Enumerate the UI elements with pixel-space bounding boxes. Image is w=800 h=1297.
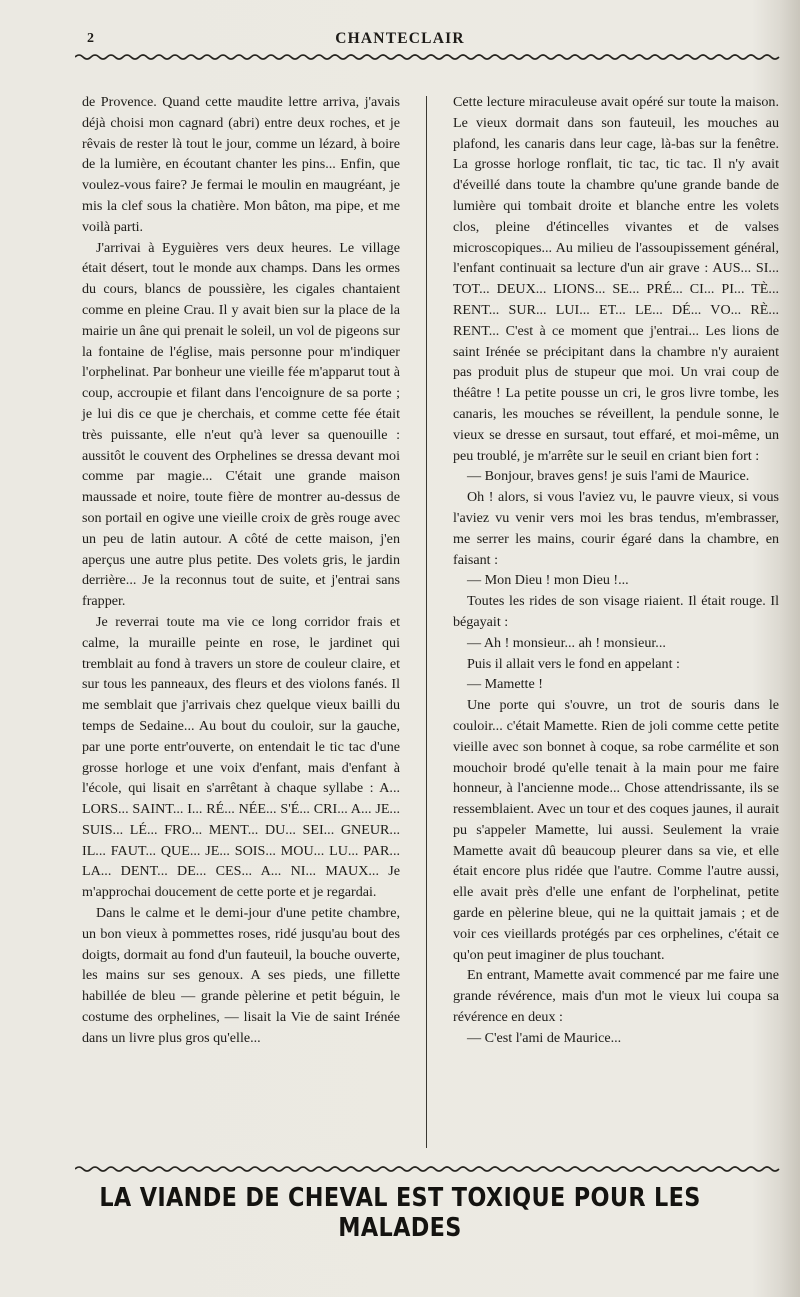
column-divider (426, 96, 427, 1148)
page-number: 2 (87, 31, 94, 46)
left-paragraph-1: de Provence. Quand cette maudite lettre arriva, j'avais déjà choisi mon cagnard (abri) entre deux roches, et je rêvais de rester là tout le jour, comme un lézard, à boire de la lumière, en écoutant chanter les pins... Enfin, que voulez-vous faire? Je fermai le moulin en maugréant, je mis la clef sous la chatière. Mon bâton, ma pipe, et me voilà parti. (82, 94, 400, 235)
right-column (453, 92, 779, 1049)
right-paragraph-1: Cette lecture miraculeuse avait opéré sur toute la maison. Le vieux dormait dans son fauteuil, les mouches au plafond, les canaris dans leur cage, là-bas sur la fenêtre. La grosse horloge ronflait, tic tac, tic tac. Il n'y avait d'éveillé dans toute la chambre qu'une grande bande de lumière qui tombait droite et blanche entre les volets clos, pleine d'étincelles vivantes et de valses microscopiques... Au milieu de l'assoupissement général, l'enfant continuait sa lecture d'un air grave : AUS... SI... TOT... DEUX... LIONS... SE... PRÉ... CI... PI... TÈ... RENT... SUR... LUI... ET... LE... DÉ... VO... RÈ... RENT... C'est à ce moment que j'entrai... Les lions de saint Irénée se précipitant dans la chambre n'y auraient pas produit plus de stupeur que moi. Un vrai coup de théâtre ! La petite pousse un cri, le gros livre tombe, les canaris, les mouches se réveillent, la pendule sonne, le vieux se dresse en sursaut, tout effaré, et moi-même, un peu troublé, je m'arrête sur le seuil en criant bien fort : (453, 94, 779, 464)
right-paragraph-9: Une porte qui s'ouvre, un trot de souris dans le couloir... c'était Mamette. Rien de joli comme cette petite vieille avec son bonnet à coque, sa robe carmélite et son mouchoir brodé qu'elle tenait à la main pour me faire honneur, à l'ancienne mode... Chose attendrissante, ils se ressemblaient. Avec un tour et des coques jaunes, il aurait pu s'appeler Mamette, lui aussi. Seulement la vraie Mamette avait dû beaucoup pleurer dans sa vie, et elle était encore plus ridée que l'autre. Comme l'autre aussi, elle avait près d'elle une enfant de l'orphelinat, petite garde en pèlerine bleue, qui ne la quittait jamais ; et de voir ces vieillards protégés par ces orphelines, c'était ce qu'on peut imaginer de plus touchant. (453, 697, 779, 963)
left-paragraph-4: Dans le calme et le demi-jour d'une petite chambre, un bon vieux à pommettes roses, ridé jusqu'au bout des doigts, dormait au fond d'un fauteuil, la bouche ouverte, les mains sur ses genoux. A ses pieds, une fillette habillée de bleu — grande pèlerine et petit béguin, le costume des orphelines, — lisait la Vie de saint Irénée dans un livre plus gros qu'elle... (82, 905, 400, 1046)
left-paragraph-2: J'arrivai à Eyguières vers deux heures. Le village était désert, tout le monde aux champs. Dans les ormes du cours, blancs de poussière, les cigales chantaient comme en pleine Crau. Il y avait bien sur la place de la mairie un âne qui prenait le soleil, un vol de pigeons sur la fontaine de l'église, mais personne pour m'indiquer l'orphelinat. Par bonheur une vieille fée m'apparut tout à coup, accroupie et filant dans l'encoignure de sa porte ; je lui dis ce que je cherchais, et comme cette fée était très puissante, elle n'eut qu'à lever sa quenouille : aussitôt le couvent des Orphelines se dressa devant moi comme par magie... C'était une grande maison maussade et noire, toute fière de montrer au-dessus de son portail en ogive une vieille croix de grès rouge avec un peu de latin autour. A côté de cette maison, j'en aperçus une autre plus petite. Des volets gris, le jardin derrière... Je la reconnus tout de suite, et j'entrai sans frapper. (82, 239, 400, 610)
right-paragraph-10: En entrant, Mamette avait commencé par me faire une grande révérence, mais d'un mot le vieux lui coupa sa révérence en deux : (453, 967, 779, 1026)
right-paragraph-7: Puis il allait vers le fond en appelant : (467, 655, 680, 672)
left-column (82, 92, 400, 1049)
right-paragraph-8: — Mamette ! (467, 676, 543, 693)
right-paragraph-2: — Bonjour, braves gens! je suis l'ami de Maurice. (467, 468, 750, 485)
right-paragraph-11: — C'est l'ami de Maurice... (467, 1029, 622, 1046)
right-paragraph-3: Oh ! alors, si vous l'aviez vu, le pauvre vieux, si vous l'aviez vu venir vers moi les bras tendus, m'embrasser, me serrer les mains, courir égaré dans la chambre, en faisant : (453, 489, 779, 568)
wavy-rule-bottom (75, 1165, 780, 1173)
advertisement-banner: LA VIANDE DE CHEVAL EST TOXIQUE POUR LES MALADES (99, 1183, 701, 1243)
right-paragraph-6: — Ah ! monsieur... ah ! monsieur... (467, 634, 666, 651)
left-paragraph-3: Je reverrai toute ma vie ce long corridor frais et calme, la muraille peinte en rose, le jardinet qui tremblait au fond à travers un store de couleur claire, et sur tous les panneaux, des fleurs et des violons fanés. Il me semblait que j'arrivais chez quelque vieux bailli du temps de Sedaine... Au bout du couloir, sur la gauche, par une porte entr'ouverte, on entendait le tic tac d'une grosse horloge et une voix d'enfant, mais d'enfant à l'école, qui lisait en s'arrêtant à chaque syllabe : A... LORS... SAINT... I... RÉ... NÉE... S'É... CRI... A... JE... SUIS... LÉ... FRO... MENT... DU... SEI... GNEUR... IL... FAUT... QUE... JE... SOIS... MOU... LU... PAR... LA... DENT... DE... CES... A... NI... MAUX... Je m'approchai doucement de cette porte et je regardai. (82, 613, 400, 901)
wavy-rule-top (75, 53, 780, 61)
running-title: CHANTECLAIR (335, 30, 465, 47)
right-paragraph-4: — Mon Dieu ! mon Dieu !... (467, 572, 629, 589)
right-paragraph-5: Toutes les rides de son visage riaient. Il était rouge. Il bégayait : (453, 593, 779, 630)
